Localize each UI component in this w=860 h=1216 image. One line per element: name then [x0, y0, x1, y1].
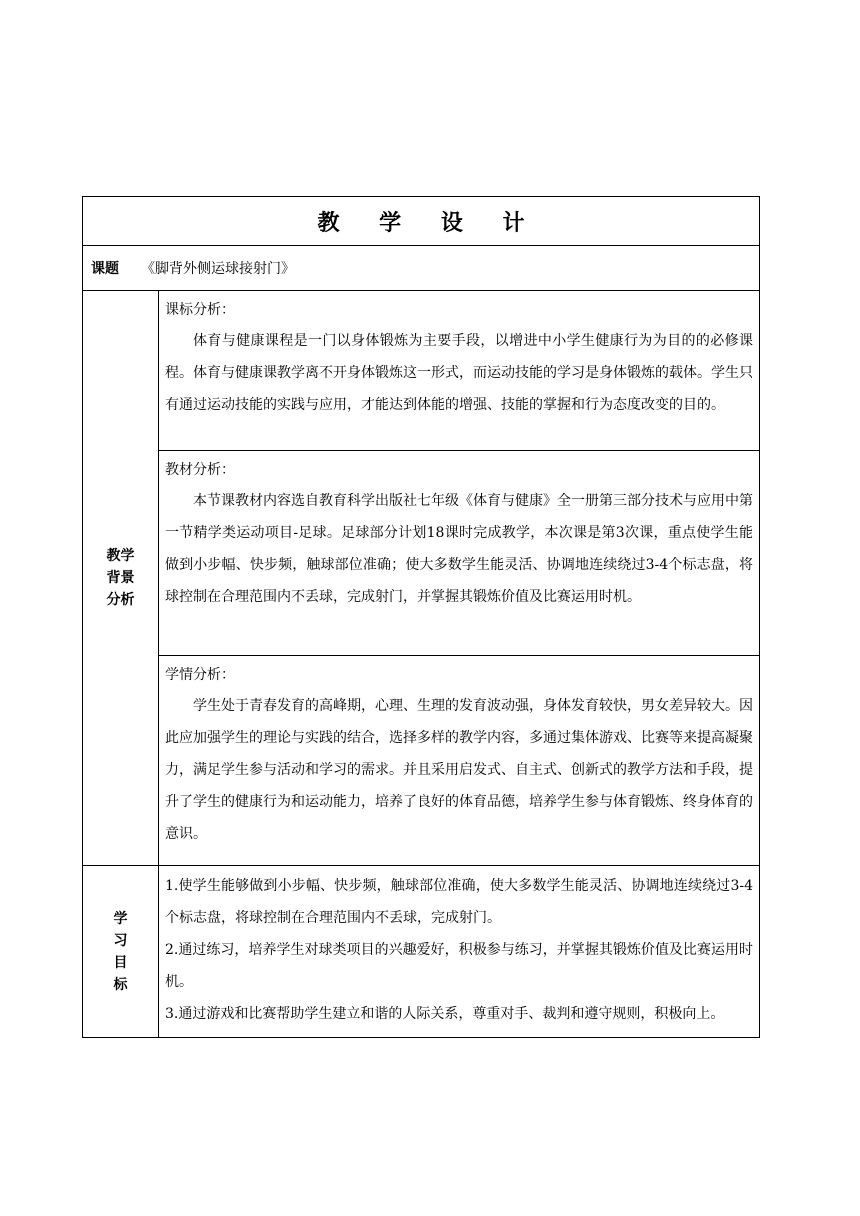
background-content — [159, 291, 759, 865]
background-label-line: 分析 — [106, 592, 135, 608]
topic-row — [83, 245, 759, 290]
curriculum-analysis-text: 体育与健康课程是一门以身体锻炼为主要手段，以增进中小学生健康行为为目的的必修课程。体育与健康课教学离不开身体锻炼这一形式，而运动技能的学习是身体锻炼的载体。学生只有通过运动技能的实践与应用，才能达到体能的增强、技能的掌握和行为态度改变的目的。 — [165, 333, 753, 413]
lesson-design-table — [82, 196, 760, 1038]
goal-item: 3.通过游戏和比赛帮助学生建立和谐的人际关系，尊重对手、裁判和遵守规则，积极向上。 — [165, 1006, 725, 1022]
topic-value: 《脚背外侧运球接射门》 — [141, 261, 295, 277]
textbook-analysis-heading: 教材分析： — [165, 462, 235, 478]
curriculum-analysis-heading: 课标分析： — [165, 302, 235, 318]
student-analysis-block — [159, 655, 759, 864]
goals-label-line: 目 — [113, 954, 128, 971]
goals-content — [159, 866, 759, 1037]
goal-item: 2.通过练习，培养学生对球类项目的兴趣爱好，积极参与练习，并掌握其锻炼价值及比赛运用时机。 — [165, 942, 753, 990]
background-label-line: 背景 — [106, 570, 135, 586]
goals-label-line: 习 — [113, 932, 128, 949]
goals-label-line: 学 — [113, 910, 128, 927]
goals-label — [83, 866, 159, 1037]
background-label-line: 教学 — [106, 548, 135, 564]
learning-goals-row — [83, 865, 759, 1037]
document-title: 教 学 设 计 — [317, 210, 541, 236]
topic-label: 课题 — [91, 261, 119, 277]
background-analysis-row — [83, 290, 759, 865]
goals-label-line: 标 — [113, 976, 128, 993]
student-analysis-heading: 学情分析： — [165, 667, 235, 683]
background-label — [83, 291, 159, 865]
textbook-analysis-text: 本节课教材内容选自教育科学出版社七年级《体育与健康》全一册第三部分技术与应用中第一节精学类运动项目-足球。足球部分计划18课时完成教学，本次课是第3次课，重点使学生能做到小步幅、快步频，触球部位准确；使大多数学生能灵活、协调地连续绕过3-4个标志盘，将球控制在合理范围内不丢球，完成射门，并掌握其锻炼价值及比赛运用时机。 — [165, 493, 753, 605]
goal-item: 1.使学生能够做到小步幅、快步频，触球部位准确，使大多数学生能灵活、协调地连续绕过3-4个标志盘，将球控制在合理范围内不丢球，完成射门。 — [165, 878, 753, 926]
curriculum-analysis-block — [159, 291, 759, 450]
title-row — [83, 197, 759, 245]
textbook-analysis-block — [159, 450, 759, 655]
student-analysis-text: 学生处于青春发育的高峰期，心理、生理的发育波动强，身体发育较快，男女差异较大。因此应加强学生的理论与实践的结合，选择多样的教学内容，多通过集体游戏、比赛等来提高凝聚力，满足学生参与活动和学习的需求。并且采用启发式、自主式、创新式的教学方法和手段，提升了学生的健康行为和运动能力，培养了良好的体育品德，培养学生参与体育锻炼、终身体育的意识。 — [165, 698, 753, 842]
